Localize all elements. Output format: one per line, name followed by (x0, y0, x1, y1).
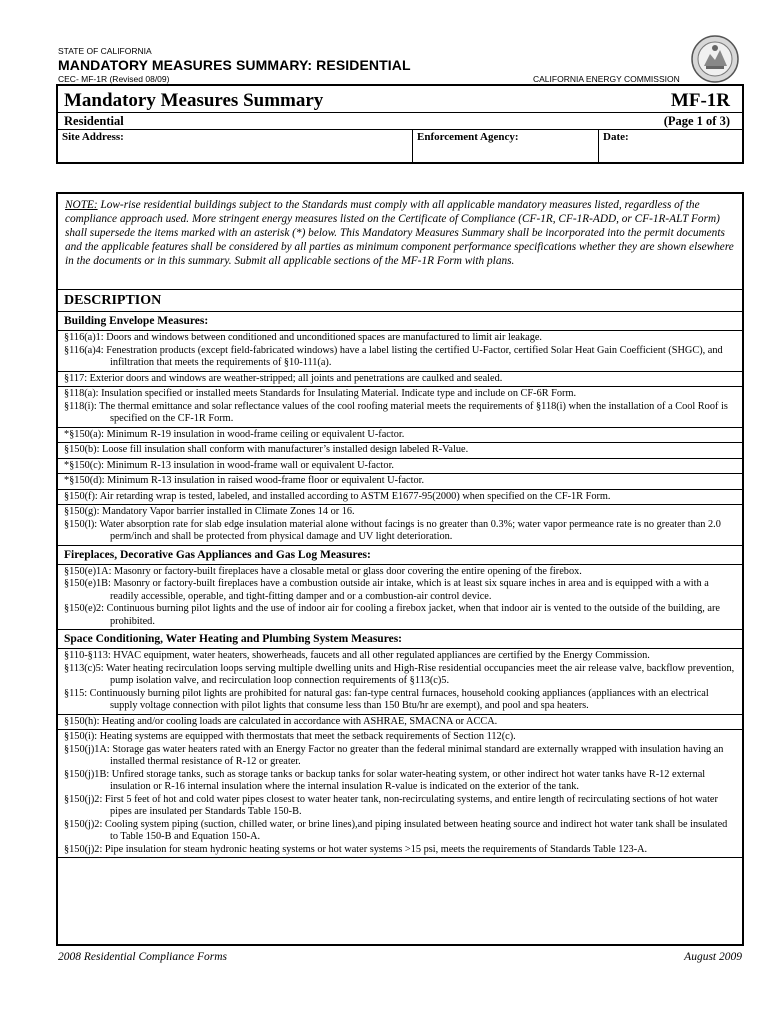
measure-group (58, 443, 742, 459)
form-title: Mandatory Measures Summary (64, 90, 324, 111)
measure-item: §150(j)2: Cooling system piping (suction, chilled water, or brine lines),and piping insulated between heating source and indirect hot water tank shall be insulated to Table 150-B and Equation 150-A. (64, 818, 728, 842)
measure-group (58, 730, 742, 858)
measure-group (58, 649, 742, 715)
measure-item: §150(g): Mandatory Vapor barrier installed in Climate Zones 14 or 16. (64, 506, 355, 517)
site-address-field[interactable] (58, 129, 412, 162)
measure-group (58, 331, 742, 372)
note-block (58, 194, 742, 290)
form-title-box (56, 84, 744, 164)
form-subtitle: Residential (64, 114, 124, 128)
measure-group (58, 459, 742, 475)
measure-item: §150(j)2: Pipe insulation for steam hydronic heating systems or hot water systems >15 psi, meets the requirements of Standards Table 123-A. (64, 843, 648, 855)
measure-item: §116(a)1: Doors and windows between conditioned and unconditioned spaces are manufactured to limit air leakage. (64, 332, 542, 343)
envelope-measures (58, 331, 742, 546)
note-label: NOTE: (65, 199, 98, 211)
measure-group (58, 715, 742, 731)
enforcement-agency-label: Enforcement Agency: (417, 131, 519, 143)
measure-item: §150(e)1B: Masonry or factory-built fireplaces have a combustion outside air intake, which is at least six square inches in area and is equipped with a with a readily accessible, operable, and tight-fitting damper and or a combustion-air control device. (64, 578, 709, 602)
measure-item: §150(i): Heating systems are equipped with thermostats that meet the setback requirements of Section 112(c). (64, 731, 516, 742)
measure-item: §150(e)1A: Masonry or factory-built fireplaces have a closable metal or glass door covering the entire opening of the firebox. (64, 565, 582, 577)
measure-item: §150(j)2: First 5 feet of hot and cold water pipes closest to water heater tank, non-recirculating systems, and entire length of recirculating sections of hot water pipes are insulated per Standards Table 150-B. (64, 793, 718, 817)
date-label: Date: (603, 131, 629, 143)
measure-group (58, 565, 742, 631)
header-title: MANDATORY MEASURES SUMMARY: RESIDENTIAL (58, 57, 411, 73)
measure-item: §150(j)1A: Storage gas water heaters rated with an Energy Factor no greater than the federal minimal standard are externally wrapped with insulation having an installed thermal resistance of R-12 or greater. (64, 743, 724, 767)
space-conditioning-measures (58, 649, 742, 858)
date-field[interactable] (598, 129, 742, 162)
measure-item: §113(c)5: Water heating recirculation loops serving multiple dwelling units and High-Rise residential occupancies meet the air release valve, backflow prevention, pump isolation valve, and recirculation loop connection requirements of §113(c)5. (64, 662, 735, 686)
header-agency: CALIFORNIA ENERGY COMMISSION (533, 74, 680, 84)
measure-group (58, 505, 742, 546)
measure-group (58, 387, 742, 428)
section-heading-fireplaces: Fireplaces, Decorative Gas Appliances and Gas Log Measures: (58, 546, 742, 565)
measure-item: §150(l): Water absorption rate for slab edge insulation material alone without facings is no greater than 0.3%; water vapor permeance rate is no greater than 2.0 perm/inch and shall be protected from physical damage and UV light deterioration. (64, 518, 721, 542)
note-text: Low-rise residential buildings subject to the Standards must comply with all applicable mandatory measures listed, regardless of the compliance approach used. More stringent energy measures listed on the Certificate of Compliance (CF-1R, CF-1R-ADD, or CF-1R-ALT Form) shall supersede the items marked with an asterisk (*) below. This Mandatory Measures Summary shall be incorporated into the permit documents and the applicable features shall be considered by all parties as minimum component performance specifications whether they are shown elsewhere in the documents or in this summary. Submit all applicable sections of the MF-1R Form with plans. (65, 199, 734, 267)
measure-item: §110-§113: HVAC equipment, water heaters, showerheads, faucets and all other regulated appliances are certified by the Energy Commission. (64, 650, 650, 661)
measure-item: §150(f): Air retarding wrap is tested, labeled, and installed according to ASTM E1677-95(2000) when specified on the CF-1R Form. (64, 490, 611, 502)
footer-right: August 2009 (684, 951, 742, 963)
measure-item: §117: Exterior doors and windows are weather-stripped; all joints and penetrations are caulked and sealed. (64, 372, 503, 384)
measure-item: §150(h): Heating and/or cooling loads are calculated in accordance with ASHRAE, SMACNA or ACCA. (64, 715, 498, 727)
measure-group (58, 474, 742, 490)
measure-item: §115: Continuously burning pilot lights are prohibited for natural gas: fan-type central furnaces, household cooking appliances (appliances with an electrical supply voltage connection with pilot lights that consume less than 150 Btu/hr are exempt), and pool and spa heaters. (64, 687, 709, 711)
measure-group (58, 490, 742, 506)
header-form-code: CEC- MF-1R (Revised 08/09) (58, 74, 170, 84)
measure-item: *§150(a): Minimum R-19 insulation in wood-frame ceiling or equivalent U-factor. (64, 428, 405, 440)
page-number: (Page 1 of 3) (663, 114, 730, 128)
footer-left: 2008 Residential Compliance Forms (58, 951, 227, 963)
site-address-label: Site Address: (62, 131, 124, 143)
measure-item: §150(b): Loose fill insulation shall conform with manufacturer’s installed design labeled R-Value. (64, 444, 469, 455)
section-heading-space-conditioning: Space Conditioning, Water Heating and Plumbing System Measures: (58, 630, 742, 649)
state-seal-icon (690, 34, 740, 84)
measure-item: §150(e)2: Continuous burning pilot lights and the use of indoor air for cooling a firebox jacket, when that indoor air is vented to the outside of the building, are prohibited. (64, 603, 720, 627)
description-heading: DESCRIPTION (58, 290, 742, 312)
fireplace-measures (58, 565, 742, 631)
measure-group (58, 372, 742, 388)
measure-item: *§150(d): Minimum R-13 insulation in raised wood-frame floor or equivalent U-factor. (64, 475, 425, 486)
measure-item: §116(a)4: Fenestration products (except field-fabricated windows) have a label listing the certified U-Factor, certified Solar Heat Gain Coefficient (SHGC), and infiltration that meets the requirements of §10-111(a). (64, 344, 723, 368)
measure-item: §118(a): Insulation specified or installed meets Standards for Insulating Material. Indicate type and include on CF-6R Form. (64, 388, 577, 399)
measure-item: §150(j)1B: Unfired storage tanks, such as storage tanks or backup tanks for solar water-heating system, or other indirect hot water tanks have R-12 external insulation or R-16 internal insulation where the internal insulation R-value is indicated on the exterior of the tank. (64, 768, 706, 792)
enforcement-agency-field[interactable] (412, 129, 598, 162)
form-id: MF-1R (670, 90, 730, 111)
measure-group (58, 428, 742, 444)
measure-item: *§150(c): Minimum R-13 insulation in wood-frame wall or equivalent U-factor. (64, 459, 394, 471)
measure-item: §118(i): The thermal emittance and solar reflectance values of the cool roofing material meets the requirements of §118(i) when the installation of a Cool Roof is specified on the CF-1R Form. (64, 400, 728, 424)
section-heading-envelope: Building Envelope Measures: (58, 312, 742, 331)
header-state: STATE OF CALIFORNIA (58, 46, 152, 56)
measures-table (56, 192, 744, 946)
